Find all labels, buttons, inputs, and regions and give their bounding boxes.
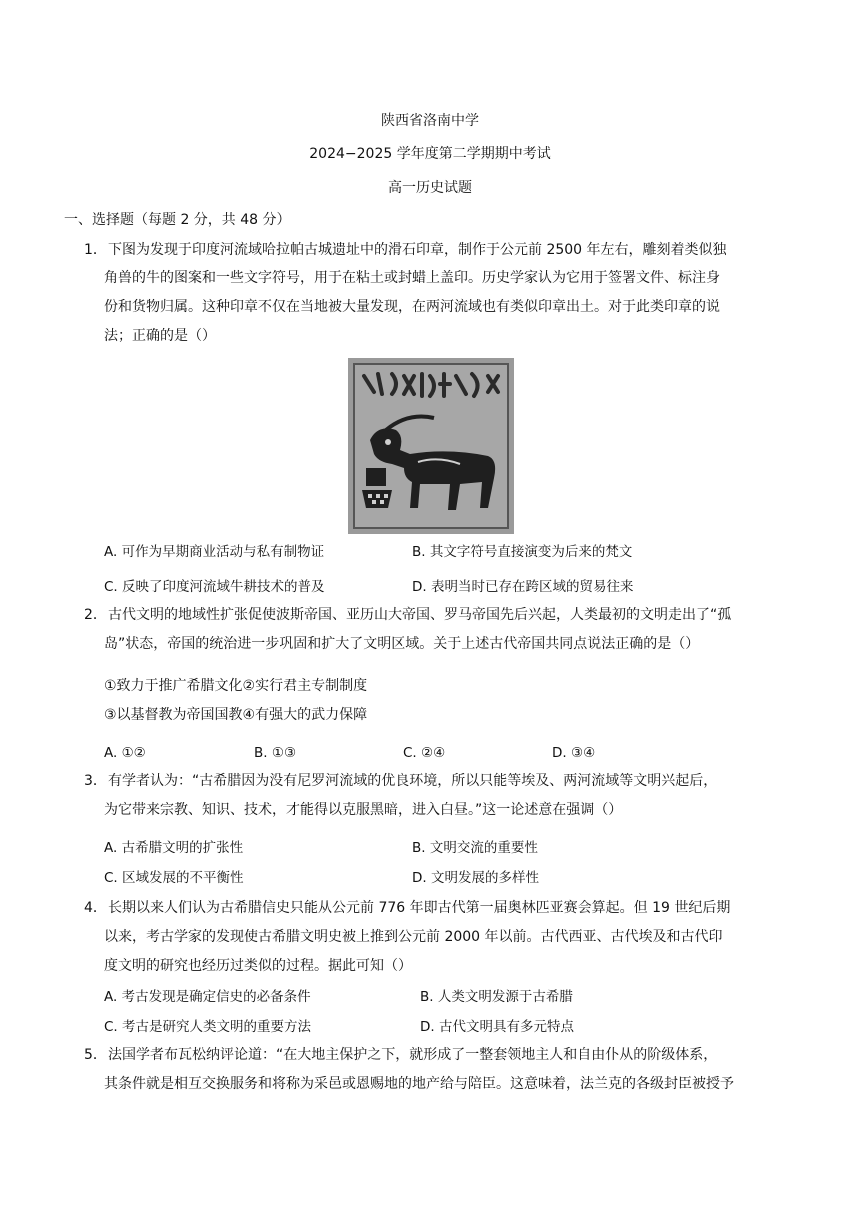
option-b[interactable]: B. 人类文明发源于古希腊 bbox=[420, 989, 573, 1005]
seal-image bbox=[348, 358, 514, 534]
option-d[interactable]: D. 古代文明具有多元特点 bbox=[420, 1019, 574, 1035]
question-text-line: 为它带来宗教、知识、技术，才能得以克服黑暗，进入白昼。”这一论述意在强调（） bbox=[104, 802, 623, 818]
question-number: 1． bbox=[84, 242, 107, 258]
question-text-line: 岛”状态，帝国的统治进一步巩固和扩大了文明区域。关于上述古代帝国共同点说法正确的是（） bbox=[104, 636, 700, 652]
question-text-line: 角兽的牛的图案和一些文字符号，用于在粘土或封蜡上盖印。历史学家认为它用于签署文件、标注身 bbox=[104, 270, 720, 286]
question-text-line: 古代文明的地域性扩张促使波斯帝国、亚历山大帝国、罗马帝国先后兴起，人类最初的文明走出了“孤 bbox=[108, 607, 732, 623]
question-text-line: 法国学者布瓦松纳评论道：“在大地主保护之下，就形成了一整套领地主人和自由仆从的阶级体系， bbox=[108, 1047, 718, 1063]
question-text-line: 法；正确的是（） bbox=[104, 328, 216, 344]
option-a[interactable]: A. ①② bbox=[104, 745, 146, 761]
question-text-line: 份和货物归属。这种印章不仅在当地被大量发现，在两河流域也有类似印章出土。对于此类印章的说 bbox=[104, 299, 720, 315]
subject-title: 高一历史试题 bbox=[388, 180, 472, 196]
question-text-line: 以来，考古学家的发现使古希腊文明史被上推到公元前 2000 年以前。古代西亚、古代埃及和古代印 bbox=[104, 929, 723, 945]
option-c[interactable]: C. 区域发展的不平衡性 bbox=[104, 870, 244, 886]
school-name: 陕西省洛南中学 bbox=[381, 113, 479, 129]
question-number: 4． bbox=[84, 900, 107, 916]
option-d[interactable]: D. 表明当时已存在跨区域的贸易往来 bbox=[412, 579, 634, 595]
seal-illustration bbox=[348, 358, 514, 534]
question-text-line: 长期以来人们认为古希腊信史只能从公元前 776 年即古代第一届奥林匹亚赛会算起。但 19 世纪后期 bbox=[108, 900, 731, 916]
question-text-line: 其条件就是相互交换服务和将称为采邑或恩赐地的地产给与陪臣。这意味着，法兰克的各级封臣被授予 bbox=[104, 1076, 734, 1092]
question-number: 5． bbox=[84, 1047, 107, 1063]
section-heading: 一、选择题（每题 2 分，共 48 分） bbox=[64, 212, 291, 228]
option-a[interactable]: A. 可作为早期商业活动与私有制物证 bbox=[104, 544, 325, 560]
question-text-line: 下图为发现于印度河流域哈拉帕古城遗址中的滑石印章，制作于公元前 2500 年左右，雕刻着类似独 bbox=[108, 242, 727, 258]
exam-title: 2024−2025 学年度第二学期期中考试 bbox=[309, 146, 551, 162]
option-a[interactable]: A. 考古发现是确定信史的必备条件 bbox=[104, 989, 311, 1005]
option-d[interactable]: D. ③④ bbox=[552, 745, 596, 761]
option-b[interactable]: B. 其文字符号直接演变为后来的梵文 bbox=[412, 544, 633, 560]
option-c[interactable]: C. 反映了印度河流域牛耕技术的普及 bbox=[104, 579, 325, 595]
question-text-line: 度文明的研究也经历过类似的过程。据此可知（） bbox=[104, 958, 412, 974]
question-number: 3． bbox=[84, 773, 107, 789]
option-b[interactable]: B. ①③ bbox=[254, 745, 297, 761]
statement-line: ①致力于推广希腊文化②实行君主专制制度 bbox=[104, 678, 368, 694]
option-d[interactable]: D. 文明发展的多样性 bbox=[412, 870, 539, 886]
statement-line: ③以基督教为帝国国教④有强大的武力保障 bbox=[104, 707, 368, 723]
question-text-line: 有学者认为：“古希腊因为没有尼罗河流域的优良环境，所以只能等埃及、两河流域等文明兴起后， bbox=[108, 773, 718, 789]
option-a[interactable]: A. 古希腊文明的扩张性 bbox=[104, 840, 244, 856]
option-b[interactable]: B. 文明交流的重要性 bbox=[412, 840, 538, 856]
question-number: 2． bbox=[84, 607, 107, 623]
option-c[interactable]: C. ②④ bbox=[403, 745, 446, 761]
option-c[interactable]: C. 考古是研究人类文明的重要方法 bbox=[104, 1019, 312, 1035]
